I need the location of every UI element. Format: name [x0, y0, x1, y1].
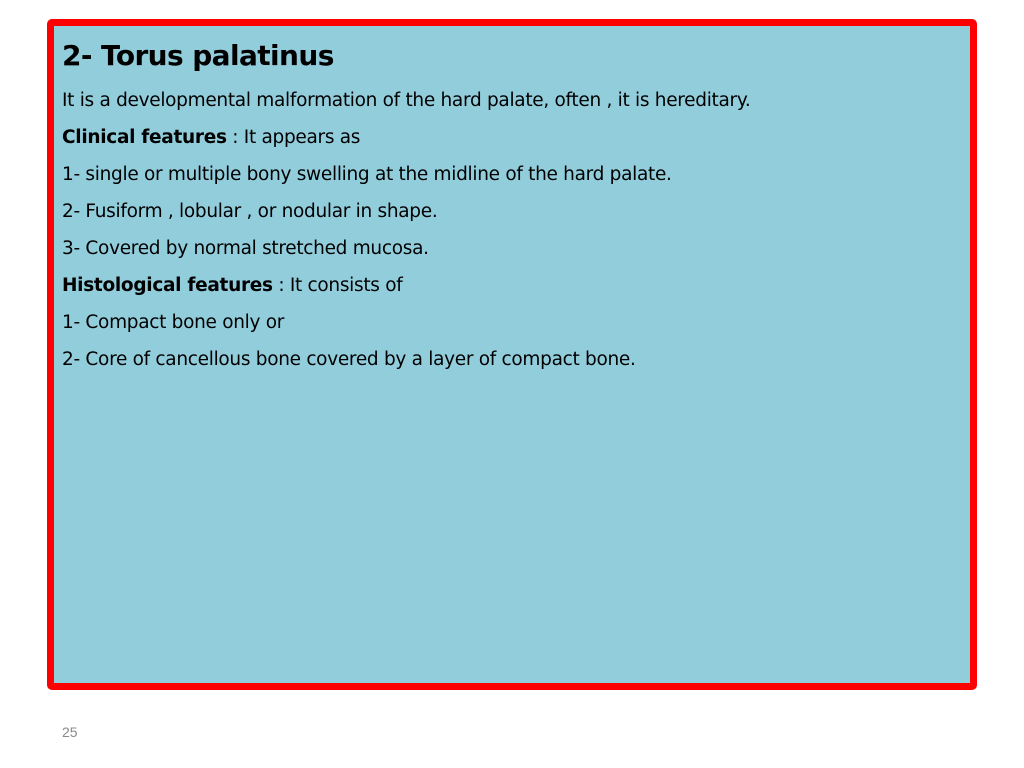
histological-features-line [62, 267, 960, 304]
clinical-item: 3- Covered by normal stretched mucosa. [62, 238, 429, 259]
clinical-features-line [62, 119, 960, 156]
page-number: 25 [62, 724, 78, 740]
slide-title: 2- Torus palatinus [62, 39, 334, 72]
histological-features-heading: Histological features [62, 275, 273, 296]
histological-item: 1- Compact bone only or [62, 312, 285, 333]
histological-features-lead: : It consists of [272, 275, 403, 296]
clinical-item: 2- Fusiform , lobular , or nodular in shape. [62, 201, 438, 222]
clinical-features-lead: : It appears as [226, 127, 361, 148]
intro-text: It is a developmental malformation of the hard palate, often , it is hereditary. [62, 90, 751, 111]
histological-item: 2- Core of cancellous bone covered by a layer of compact bone. [62, 349, 636, 370]
slide-body [62, 36, 960, 378]
slide-content-box [47, 19, 977, 690]
clinical-features-heading: Clinical features [62, 127, 227, 148]
clinical-item: 1- single or multiple bony swelling at the midline of the hard palate. [62, 164, 672, 185]
